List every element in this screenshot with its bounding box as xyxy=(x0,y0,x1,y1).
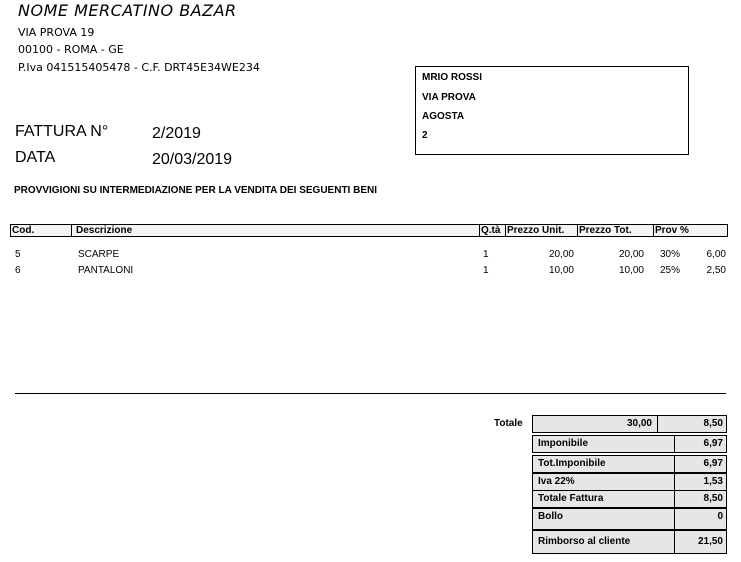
summary-label: Rimborso al cliente xyxy=(538,536,631,547)
items-table-header xyxy=(10,224,728,237)
seller-name: NOME MERCATINO BAZAR xyxy=(18,1,237,20)
row-commission-value: 2,50 xyxy=(706,265,726,276)
summary-label: Tot.Imponibile xyxy=(538,458,606,469)
row-code: 6 xyxy=(15,265,21,276)
summary-value: 1,53 xyxy=(703,476,723,487)
header-commission: Prov % xyxy=(653,225,727,236)
seller-address: VIA PROVA 19 xyxy=(18,26,95,39)
invoice-date-label: DATA xyxy=(15,149,56,166)
summary-label: Iva 22% xyxy=(538,476,575,487)
row-total-price: 20,00 xyxy=(618,249,644,260)
row-description: SCARPE xyxy=(78,249,120,260)
header-total-price: Prezzo Tot. xyxy=(577,225,653,236)
total-row-divider xyxy=(657,416,658,432)
summary-value: 8,50 xyxy=(703,493,723,504)
header-qty: Q.tà xyxy=(479,225,505,236)
table-row xyxy=(0,264,741,277)
summary-totale-fattura xyxy=(532,490,727,508)
row-unit-price: 20,00 xyxy=(548,249,574,260)
client-street: VIA PROVA xyxy=(422,92,476,103)
row-commission-value: 6,00 xyxy=(706,249,726,260)
summary-divider xyxy=(674,531,675,553)
client-number: 2 xyxy=(422,130,428,141)
invoice-number: 2/2019 xyxy=(152,125,201,142)
summary-divider xyxy=(674,509,675,529)
divider-line xyxy=(15,393,726,394)
client-name: MRIO ROSSI xyxy=(422,72,483,83)
row-total-price: 10,00 xyxy=(618,265,644,276)
row-qty: 1 xyxy=(483,265,489,276)
row-code: 5 xyxy=(15,249,21,260)
row-qty: 1 xyxy=(483,249,489,260)
row-commission-pct: 30% xyxy=(660,249,681,260)
row-commission-pct: 25% xyxy=(660,265,681,276)
summary-iva xyxy=(532,473,727,491)
summary-label: Imponibile xyxy=(538,438,588,449)
total-row xyxy=(532,415,727,433)
summary-divider xyxy=(674,456,675,472)
summary-value: 6,97 xyxy=(703,438,723,449)
summary-divider xyxy=(674,436,675,452)
summary-divider xyxy=(674,474,675,490)
summary-label: Totale Fattura xyxy=(538,493,604,504)
header-unit-price: Prezzo Unit. xyxy=(505,225,577,236)
summary-divider xyxy=(674,491,675,507)
seller-city: 00100 - ROMA - GE xyxy=(18,43,124,56)
summary-value: 6,97 xyxy=(703,458,723,469)
row-unit-price: 10,00 xyxy=(548,265,574,276)
summary-bollo xyxy=(532,508,727,530)
summary-imponibile xyxy=(532,435,727,453)
header-code: Cod. xyxy=(12,225,35,236)
summary-value: 0 xyxy=(717,511,723,522)
client-address-box xyxy=(415,66,689,155)
invoice-number-label: FATTURA N° xyxy=(15,123,109,140)
summary-value: 21,50 xyxy=(697,536,723,547)
total-commission: 8,50 xyxy=(703,418,723,429)
table-row xyxy=(0,248,741,261)
header-description: Descrizione xyxy=(71,225,479,236)
summary-label: Bollo xyxy=(538,511,563,522)
invoice-date: 20/03/2019 xyxy=(152,151,233,168)
invoice-subtitle: PROVVIGIONI SU INTERMEDIAZIONE PER LA VENDITA DEI SEGUENTI BENI xyxy=(14,185,377,196)
seller-tax-ids: P.Iva 041515405478 - C.F. DRT45E34WE234 xyxy=(18,61,260,74)
summary-tot-imponibile xyxy=(532,455,727,473)
total-label: Totale xyxy=(494,418,523,429)
row-description: PANTALONI xyxy=(78,265,134,276)
total-price: 30,00 xyxy=(626,418,652,429)
summary-rimborso xyxy=(532,530,727,554)
client-city: AGOSTA xyxy=(422,111,465,122)
